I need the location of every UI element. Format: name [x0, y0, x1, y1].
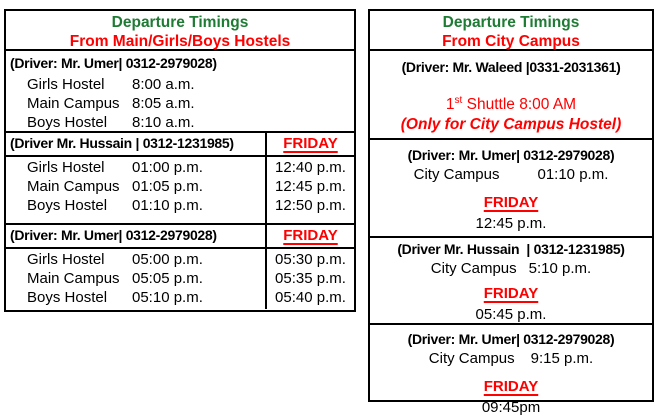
section-body	[6, 249, 354, 309]
friday-time: 12:40 p.m.	[275, 159, 346, 176]
friday-time: 12:50 p.m.	[275, 197, 346, 214]
friday-header: FRIDAY	[483, 285, 539, 302]
table-row	[6, 75, 354, 94]
city-campus-title-line1: Departure Timings	[442, 14, 580, 31]
table-row	[6, 269, 265, 288]
hostels-timetable	[4, 9, 356, 312]
table-row	[6, 113, 354, 132]
stop-time: 9:15 p.m.	[530, 350, 594, 367]
friday-time: 09:45pm	[481, 399, 541, 416]
stop-label: Boys Hostel	[27, 289, 108, 306]
friday-time: 05:35 p.m.	[275, 270, 346, 287]
driver-line: (Driver: Mr. Umer| 0312-2979028)	[407, 331, 615, 347]
stop-time: 05:05 p.m.	[132, 270, 203, 287]
hostels-section-noon	[6, 133, 354, 225]
table-row	[6, 250, 265, 269]
friday-time: 12:45 p.m.	[275, 178, 346, 195]
stop-label: Main Campus	[27, 178, 120, 195]
stop-label: Main Campus	[27, 270, 120, 287]
stop-time: 01:05 p.m.	[132, 178, 203, 195]
table-row	[6, 177, 265, 196]
stop-label: Boys Hostel	[27, 114, 108, 131]
driver-line: (Driver: Mr. Waleed |0331-2031361)	[401, 59, 621, 75]
stop-time: 05:00 p.m.	[132, 251, 203, 268]
stop-time: 05:10 p.m.	[132, 289, 203, 306]
driver-line: (Driver: Mr. Umer| 0312-2979028)	[6, 225, 267, 247]
stop-time: 01:00 p.m.	[132, 159, 203, 176]
city-section-morning	[370, 58, 652, 140]
driver-line: (Driver Mr. Hussain | 0312-1231985)	[397, 241, 625, 257]
driver-line: (Driver: Mr. Umer| 0312-2979028)	[10, 55, 217, 71]
hostels-title-line2: From Main/Girls/Boys Hostels	[69, 33, 291, 50]
city-campus-timetable	[368, 9, 654, 416]
hostels-table-header	[6, 11, 354, 51]
table-row	[370, 166, 652, 184]
shuttle-number: 1	[445, 96, 455, 114]
hostels-section-morning	[6, 51, 354, 133]
city-section-noon	[370, 146, 652, 238]
hostels-section-evening	[6, 225, 354, 309]
first-shuttle-line	[370, 91, 652, 114]
section-header-row	[6, 225, 354, 249]
friday-header: FRIDAY	[483, 378, 539, 395]
driver-line: (Driver: Mr. Umer| 0312-2979028)	[407, 147, 615, 163]
table-row	[6, 158, 265, 177]
stop-label: Girls Hostel	[27, 76, 105, 93]
stop-label: Girls Hostel	[27, 251, 105, 268]
stop-time: 8:00 a.m.	[132, 76, 195, 93]
driver-line: (Driver Mr. Hussain | 0312-1231985)	[6, 133, 267, 155]
city-campus-hostel-note: (Only for City Campus Hostel)	[400, 116, 622, 134]
friday-time: 05:45 p.m.	[475, 306, 547, 323]
friday-time: 05:40 p.m.	[275, 289, 346, 306]
stop-time: 01:10 p.m.	[132, 197, 203, 214]
city-section-evening	[370, 240, 652, 325]
friday-time: 05:30 p.m.	[275, 251, 346, 268]
friday-header: FRIDAY	[483, 194, 539, 211]
friday-header: FRIDAY	[283, 227, 338, 244]
friday-time: 12:45 p.m.	[475, 215, 547, 232]
stop-label: City Campus	[428, 350, 515, 367]
friday-times-column	[267, 157, 354, 223]
table-row	[6, 94, 354, 113]
friday-times-column	[267, 249, 354, 309]
city-campus-title-line2: From City Campus	[442, 33, 580, 50]
table-row	[370, 350, 652, 368]
stop-label: City Campus	[413, 166, 500, 183]
weekday-times-column	[6, 249, 267, 309]
stop-time: 8:10 a.m.	[132, 114, 195, 131]
table-row	[370, 260, 652, 278]
city-campus-table-header	[370, 11, 652, 51]
stop-label: Main Campus	[27, 95, 120, 112]
shuttle-text: Shuttle 8:00 AM	[462, 96, 577, 114]
table-row	[6, 288, 265, 307]
stop-time: 8:05 a.m.	[132, 95, 195, 112]
weekday-times-column	[6, 157, 267, 223]
section-header-row	[6, 133, 354, 157]
section-body	[6, 157, 354, 223]
stop-time: 5:10 p.m.	[528, 260, 592, 277]
hostels-title-line1: Departure Timings	[111, 14, 249, 31]
friday-header: FRIDAY	[283, 135, 338, 152]
table-row	[6, 196, 265, 215]
stop-label: Girls Hostel	[27, 159, 105, 176]
stop-label: Boys Hostel	[27, 197, 108, 214]
stop-label: City Campus	[430, 260, 517, 277]
ordinal-suffix: st	[454, 95, 463, 106]
stop-time: 01:10 p.m.	[537, 166, 609, 183]
